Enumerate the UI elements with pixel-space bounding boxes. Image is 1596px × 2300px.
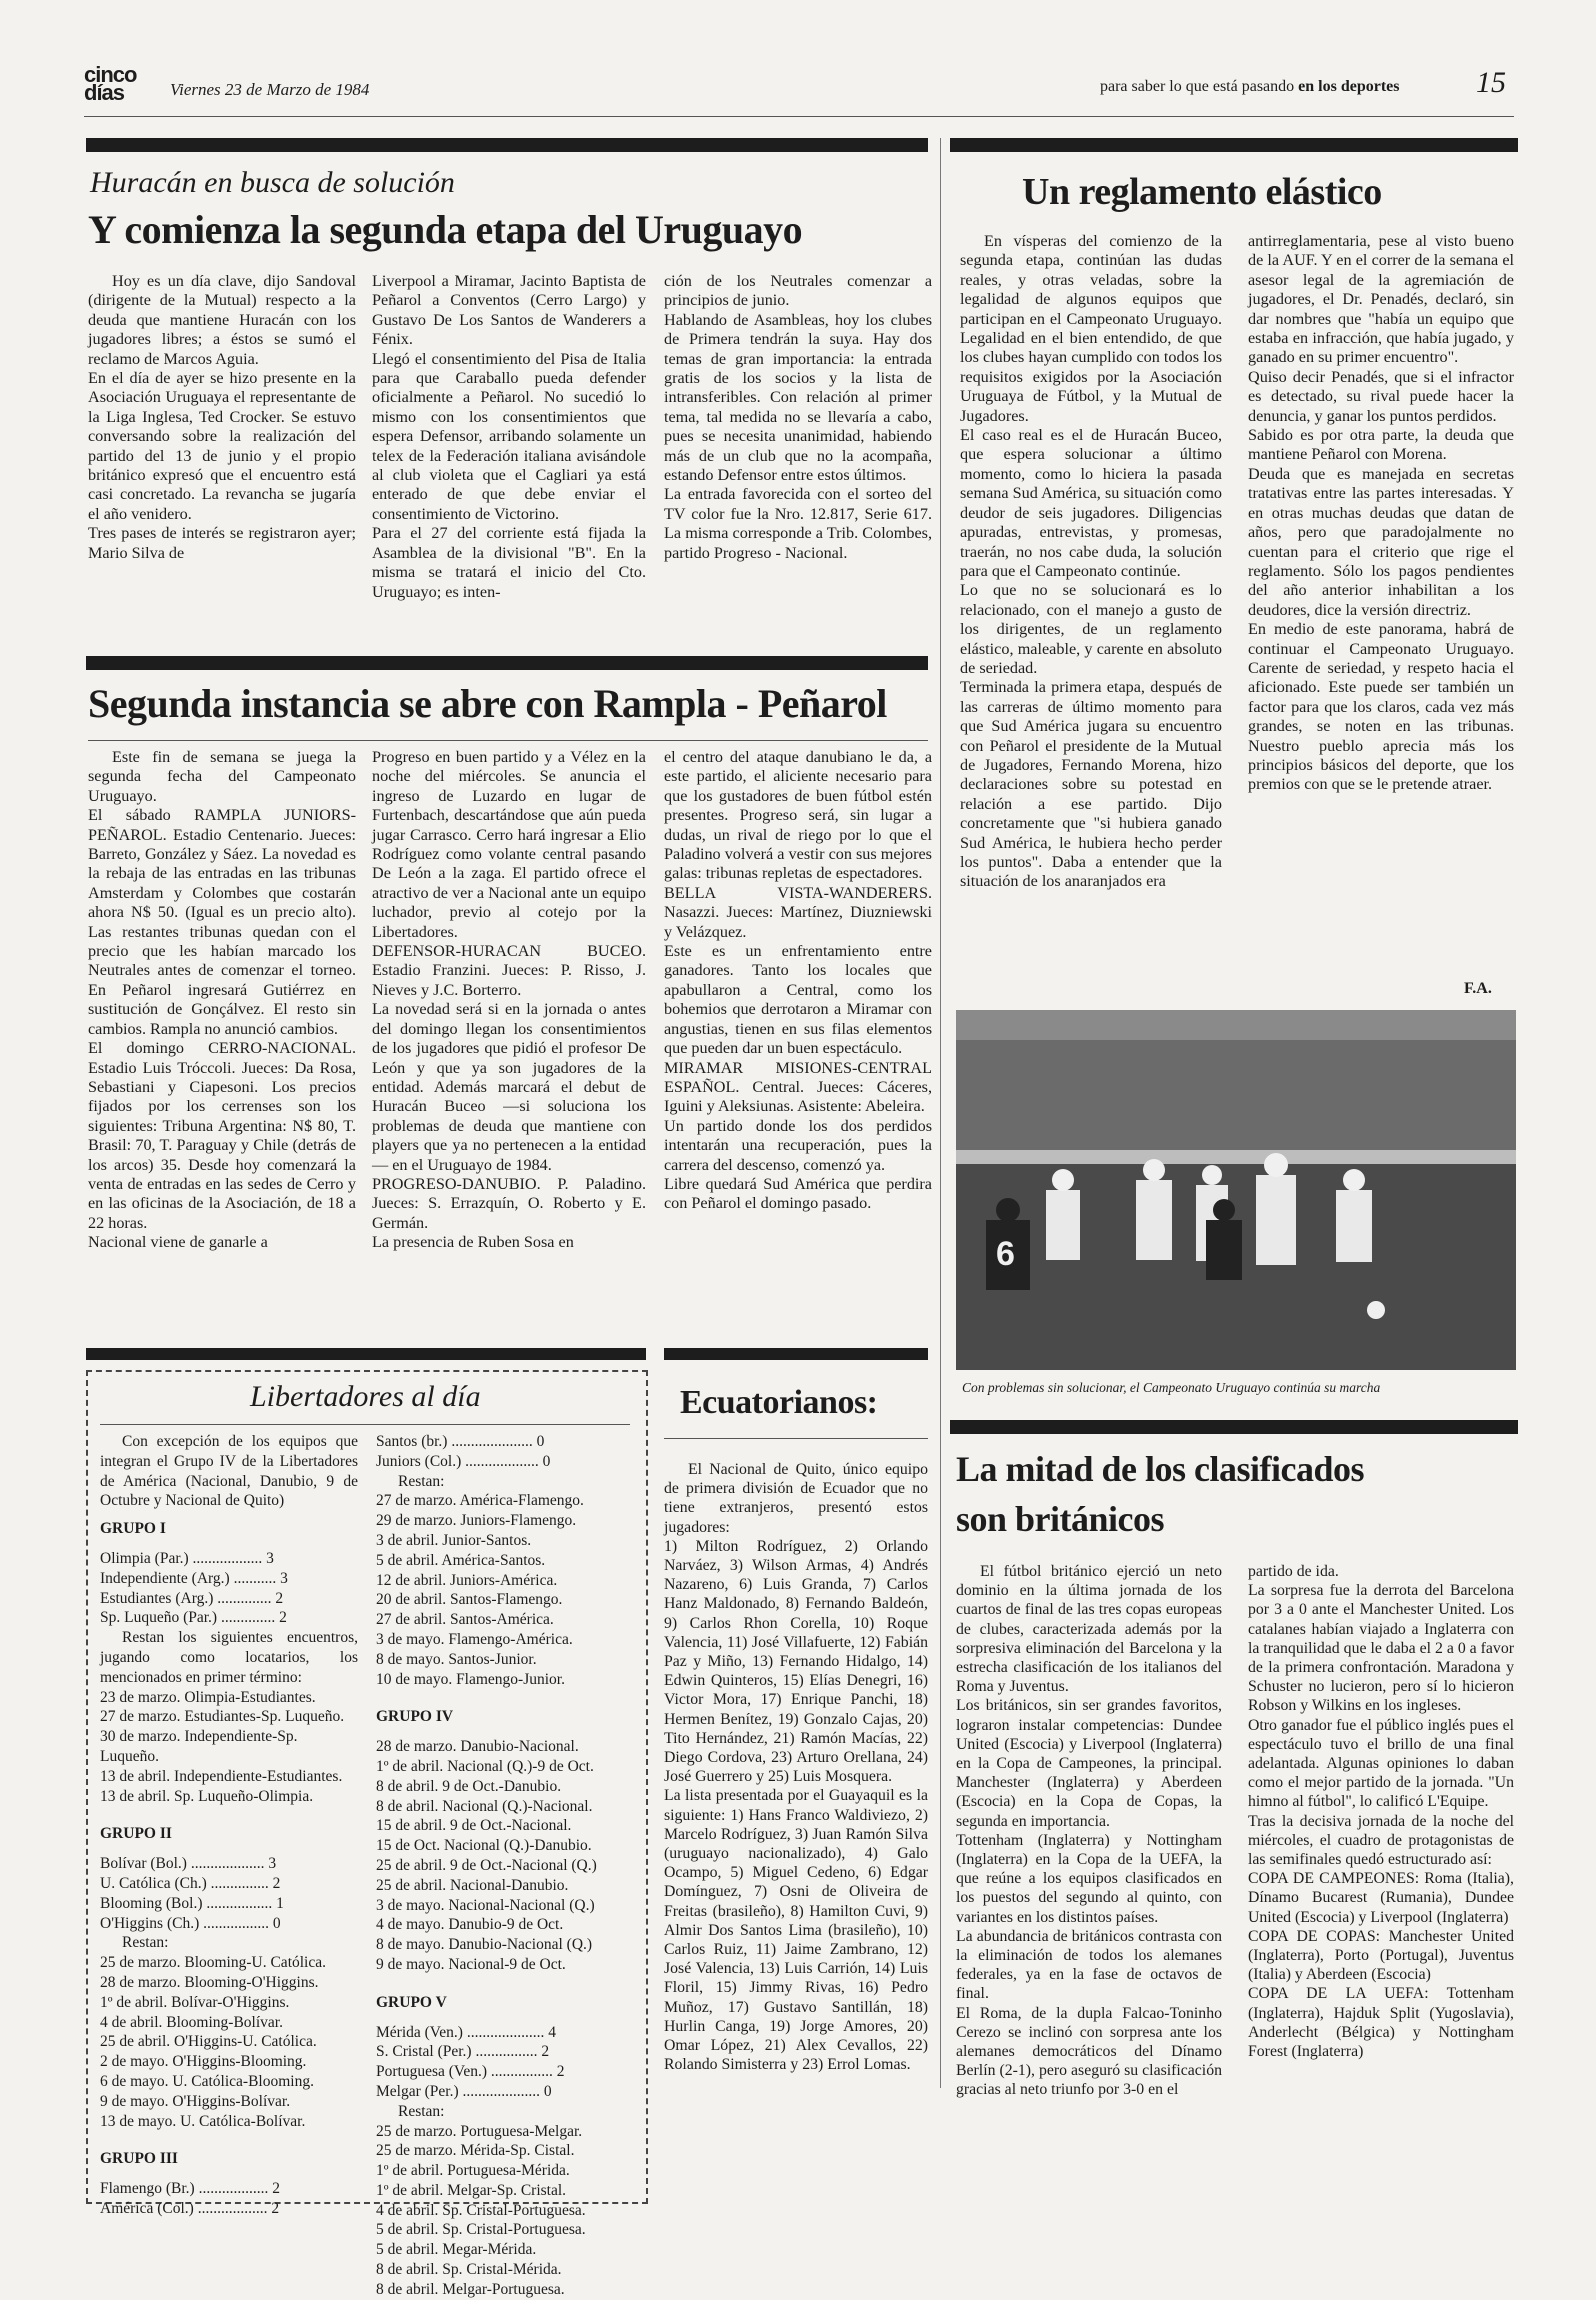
group-3-row: América (Col.) .................. 2 — [100, 2199, 280, 2217]
lower-bar-middle — [664, 1348, 928, 1360]
group-4-fixture: 8 de mayo. Danubio-Nacional (Q.) — [376, 1936, 593, 1954]
group-2-fixture: Restan: — [122, 1934, 169, 1952]
uruguayo-col-2-text: Liverpool a Miramar, Jacinto Baptista de Peñarol a Conventos (Cerro Largo) y Gustavo De Los Santos de Wanderers a Fénix. Llegó el consentimiento del Pisa de Italia para que Caraballo pueda defender oficialmente a Peñarol. No sucedió lo mismo con los consentimientos que espera Defensor, arribando solamente un telex de la Federación italiana avisándole al club violeta que el Cagliari ya está enterado de que debe enviar el consentimiento de Victorino. Para el 27 del corriente está fijada la Asamblea de la divisional "B". En la misma se tratará el inicio del Cto. Uruguayo; es inten- — [372, 272, 646, 601]
group-2-row: U. Católica (Ch.) ............... 2 — [100, 1874, 281, 1892]
libertadores-intro: Con excepción de los equipos que integran el Grupo IV de la Libertadores de América (Nacional, Danubio, 9 de Octubre y Nacional de Quito) — [100, 1433, 358, 1510]
group-1-fixture: 27 de marzo. Estudiantes-Sp. Luqueño. — [100, 1708, 345, 1726]
reglamento-signature: F.A. — [1464, 980, 1492, 997]
group-5-fixture: 8 de abril. Sp. Cristal-Mérida. — [376, 2261, 562, 2279]
reglamento-col-2 — [1248, 232, 1514, 1002]
rampla-col-2 — [372, 748, 646, 1318]
britanicos-top-bar — [950, 1420, 1518, 1434]
group-1-row: Independiente (Arg.) ........... 3 — [100, 1569, 288, 1587]
group-1-row: Olimpia (Par.) .................. 3 — [100, 1549, 274, 1567]
group-3-fixture: 8 de mayo. Santos-Junior. — [376, 1650, 537, 1668]
group-3-fixture: 20 de abril. Santos-Flamengo. — [376, 1591, 563, 1609]
ecuatorianos-col — [664, 1460, 928, 2200]
rampla-col-1-text: Este fin de semana se juega la segunda fecha del Campeonato Uruguayo. El sábado RAMPLA JUNIORS-PEÑAROL. Estadio Centenario. Jueces: Barreto, González y Sáez. La novedad es la rebaja de las entradas en las tribunas Amsterdam y Colombes que costarán ahora N$ 50. (Igual es un precio alto). Las restantes tribunas quedan con el precio que les habían marcado los Neutrales antes de comenzar el torneo. En Peñarol ingresará Gutiérrez en sustitución de Gonçálvez. El resto sin cambios. Rampla no anunció cambios. El domingo CERRO-NACIONAL. Estadio Luis Tróccoli. Jueces: Da Rosa, Sebastiani y Ciapesoni. Los precios fijados por los cerrenses son los siguientes: Tribuna Argentina: N$ 80, T. Brasil: 70, T. Paraguay y Chile (detrás de los arcos) 35. Desde hoy comenzará la venta de entradas en las sedes de Cerro y en las oficinas de la Asociación, de 18 a 22 horas. Nacional viene de ganarle a — [88, 748, 356, 1252]
group-5-row: Mérida (Ven.) .................... 4 — [376, 2023, 556, 2041]
group-5-fixture: 25 de marzo. Mérida-Sp. Cistal. — [376, 2142, 575, 2160]
issue-date: Viernes 23 de Marzo de 1984 — [170, 80, 370, 99]
group-2-fixture: 25 de marzo. Blooming-U. Católica. — [100, 1954, 326, 1972]
group-1-fixture: 13 de abril. Sp. Luqueño-Olimpia. — [100, 1787, 314, 1805]
group-1-row: Sp. Luqueño (Par.) .............. 2 — [100, 1609, 287, 1627]
group-3-title: GRUPO III — [100, 2150, 178, 2168]
group-4-fixture: 15 de Oct. Nacional (Q.)-Danubio. — [376, 1837, 592, 1855]
group-2-fixture: 9 de mayo. O'Higgins-Bolívar. — [100, 2092, 291, 2110]
group-5-row: Melgar (Per.) .................... 0 — [376, 2082, 552, 2100]
libertadores-col-2 — [376, 1432, 634, 2300]
ecuatorianos-headline: Ecuatorianos: — [680, 1384, 878, 1421]
group-4-fixture: 15 de abril. 9 de Oct.-Nacional. — [376, 1817, 572, 1835]
uruguayo-col-1 — [88, 272, 356, 646]
group-2-fixture: 13 de mayo. U. Católica-Bolívar. — [100, 2112, 306, 2130]
group-4-fixture: 4 de mayo. Danubio-9 de Oct. — [376, 1916, 564, 1934]
group-2-title: GRUPO II — [100, 1825, 172, 1843]
reglamento-headline: Un reglamento elástico — [1022, 171, 1382, 213]
group-1-title: GRUPO I — [100, 1520, 166, 1538]
ecuatorianos-text: El Nacional de Quito, único equipo de primera división de Ecuador que no tiene extranjeros, presentó estos jugadores: 1) Milton Rodríguez, 2) Orlando Narváez, 3) Wilson Armas, 4) Andrés Nazareno, 6) Luis Granda, 7) Carlos Hanz Maldonado, 8) Fernando Baldeón, 9) Carlos Rhon Corella, 10) Roque Valencia, 11) José Villafuerte, 12) Fabián Paz y Miño, 13) Fernando Hidalgo, 14) Edwin Quinteros, 15) Elías Denegri, 16) Victor Mora, 17) Enrique Panchi, 18) Hermen Benítez, 19) Gonzalo Cajas, 20) Tito Hernández, 21) Ramón Macías, 22) Diego Cordova, 23) Arturo Orellana, 24) José Guerrero y 25) Luis Mosquera. La lista presentada por el Guayaquil es la siguiente: 1) Hans Franco Waldiviezo, 2) Marcelo Rodríguez, 3) Juan Ramón Silva (uruguayo nacionalizado), 4) Galo Ocampo, 5) Miguel Cedeno, 6) Edgar Domínguez, 7) Osni de Oliveira de Freitas (brasileño), 8) Hamilton Cuvi, 9) Almir Dos Santos Lima (brasileño), 10) Carlos Ruiz, 11) Jaime Zambrano, 12) José Valencia, 13) Luis Carrión, 14) Luis Floril, 15) Jimmy Rivas, 16) Pedro Muñoz, 17) Gustavo Santillán, 18) Hurlin Canga, 19) Jorge Amores, 20) Omar López, 21) Alex Cevallos, 22) Rolando Simisterra y 23) Errol Lomas. — [664, 1461, 928, 2074]
top-bar-right — [950, 138, 1518, 152]
rampla-col-3-text: el centro del ataque danubiano le da, a este partido, el aliciente necesario para que los gustadores de buen fútbol estén presentes. Progreso será, sin lugar a dudas, un rival de riego por lo que el Paladino volverá a vestir con sus mejores galas: tribunas repletas de espectadores. BELLA VISTA-WANDERERS. Nasazzi. Jueces: Martínez, Diuzniewski y Velázquez. Este es un enfrentamiento entre ganadores. Tanto los locales que apabullaron a Central, como los bohemios que derrotaron a Miramar con angustias, tienen en sus filas elementos que pueden dar un buen espectáculo. MIRAMAR MISIONES-CENTRAL ESPAÑOL. Central. Jueces: Cáceres, Iguini y Aleksiunas. Asistente: Abeleira. Un partido donde los dos perdidos intentarán una recuperación, pues la carrera del descenso, comenzó ya. Libre quedará Sud América que perdira con Peñarol el domingo pasado. — [664, 748, 932, 1213]
newspaper-logo: cinco días — [84, 62, 137, 105]
group-5-fixture: 5 de abril. Megar-Mérida. — [376, 2241, 537, 2259]
rampla-col-1 — [88, 748, 356, 1318]
group-1-text: Restan los siguientes encuentros, jugando como locatarios, los mencionados en primer término: — [100, 1629, 358, 1686]
libertadores-col-1 — [100, 1432, 358, 2219]
group-4-fixture: 28 de marzo. Danubio-Nacional. — [376, 1738, 579, 1756]
tagline-prefix: para saber lo que está pasando — [1100, 78, 1295, 95]
football-match-photo — [956, 1010, 1516, 1370]
group-3-row: Santos (br.) ..................... 0 — [376, 1433, 545, 1450]
group-3-fixture: 3 de abril. Junior-Santos. — [376, 1531, 532, 1549]
group-5-fixture: 5 de abril. Sp. Cristal-Portuguesa. — [376, 2221, 586, 2239]
group-5-title: GRUPO V — [376, 1993, 447, 2011]
britanicos-headline-line-2: son británicos — [956, 1499, 1165, 1539]
group-4-fixture: 8 de abril. 9 de Oct.-Danubio. — [376, 1777, 562, 1795]
rampla-col-3 — [664, 748, 932, 1318]
group-2-fixture: 2 de mayo. O'Higgins-Blooming. — [100, 2053, 307, 2071]
group-5-fixture: 4 de abril. Sp. Cristal-Portuguesa. — [376, 2201, 586, 2219]
group-3-row: Juniors (Col.) ................... 0 — [376, 1452, 551, 1470]
group-3-fixture: 27 de marzo. América-Flamengo. — [376, 1492, 584, 1510]
top-bar-left — [86, 138, 928, 152]
group-2-fixture: 1º de abril. Bolívar-O'Higgins. — [100, 1993, 290, 2011]
group-4-title: GRUPO IV — [376, 1708, 454, 1726]
uruguayo-col-3-text: ción de los Neutrales comenzar a principios de junio. Hablando de Asambleas, hoy los clubes de Primera tendrán la suya. Hay dos temas de gran importancia: la entrada gratis de los socios y la lista de intransferibles. Con relación al primer tema, tal medida no se llevaría a cabo, pues se necesita unanimidad, habiendo más de un club que no la acompaña, estando Defensor entre estos últimos. La entrada favorecida con el sorteo del TV color fue la Nro. 12.817, Serie 617. La misma corresponde a Trib. Colombes, partido Progreso - Nacional. — [664, 272, 932, 562]
group-2-row: Bolívar (Bol.) ................... 3 — [100, 1855, 277, 1873]
group-5-row: Portuguesa (Ven.) ................ 2 — [376, 2063, 565, 2081]
uruguayo-headline: Y comienza la segunda etapa del Uruguayo — [88, 207, 803, 252]
group-3-fixture: 29 de marzo. Juniors-Flamengo. — [376, 1512, 577, 1530]
group-2-fixture: 4 de abril. Blooming-Bolívar. — [100, 2013, 283, 2031]
tagline-bold: en los deportes — [1298, 78, 1400, 95]
group-1-fixture: 30 de marzo. Independiente-Sp. Luqueño. — [100, 1728, 298, 1765]
rampla-col-2-text: Progreso en buen partido y a Vélez en la noche del miércoles. Se anuncia el ingreso de Luzardo en lugar de Furtenbach, descartándose que aún pueda jugar Carrasco. Cerro hará ingresar a Elio Rodríguez como volante central pasando De León a la zaga. El partido ofrece el atractivo de ver a Nacional ante un equipo luchador, previo al cotejo por la Libertadores. DEFENSOR-HURACAN BUCEO. Estadio Franzini. Jueces: P. Risso, J. Nieves y J.C. Borterro. La novedad será si en la jornada o antes del domingo llegan los consentimientos de los jugadores que pidió el profesor De León y que ya son jugadores de la entidad. Además marcará el debut de Huracán Buceo —si soluciona los problemas de deuda que mantiene con players que ya no pertenecen a la entidad— en el Uruguayo de 1984. PROGRESO-DANUBIO. P. Paladino. Jueces: S. Errazquín, O. Roberto y E. Germán. La presencia de Ruben Sosa en — [372, 748, 646, 1252]
group-2-fixture: 6 de mayo. U. Católica-Blooming. — [100, 2072, 314, 2090]
group-5-fixture: Restan: — [398, 2102, 445, 2120]
uruguayo-col-1-text: Hoy es un día clave, dijo Sandoval (dirigente de la Mutual) respecto a la deuda que mantiene Huracán con los jugadores libres; a éstos se sumó el reclamo de Marcos Aguia. En el día de ayer se hizo presente en la Asociación Uruguaya el representante de la Liga Inglesa, Ted Crocker. Se estuvo conversando sobre la realización del partido del 13 de junio y el propio británico expresó que el encuentro está casi concretado. La revancha se jugaría el año venidero. Tres pases de interés se registraron ayer; Mario Silva de — [88, 272, 356, 562]
group-4-fixture: 1º de abril. Nacional (Q.)-9 de Oct. — [376, 1757, 594, 1775]
group-4-fixture: 8 de abril. Nacional (Q.)-Nacional. — [376, 1797, 593, 1815]
group-3-fixture: 10 de mayo. Flamengo-Junior. — [376, 1670, 565, 1688]
rampla-top-bar — [86, 656, 928, 670]
group-1-fixture: 13 de abril. Independiente-Estudiantes. — [100, 1767, 343, 1785]
group-5-fixture: 8 de abril. Melgar-Portuguesa. — [376, 2280, 565, 2298]
reglamento-col-1-text: En vísperas del comienzo de la segunda etapa, continúan las dudas reales, y otras veladas, sobre la legalidad de algunos equipos que participan en el Campeonato Uruguayo. Legalidad en el bien entendido, de que los clubes hayan cumplido con todos los requisitos exigidos por la Asociación Uruguaya de Fútbol, y la Mutual de Jugadores. El caso real es el de Huracán Buceo, que espera solucionar a último momento, como lo hiciera la pasada semana Sud América, su situación como deudor de seis jugadores. Diligencias apuradas, entrevistas, y promesas, traerán, no nos cabe duda, la solución para que el Campeonato continúe. Lo que no se solucionará es lo relacionado, con el manejo a gusto de los dirigentes, de un reglamento elástico, maleable, y carente en absoluto de seriedad. Terminada la primera etapa, después de las carreras de último momento para que Sud América jugara su encuentro con Peñarol el presidente de la Mutual de Jugadores, Fernando Morena, hizo declaraciones sobre su potestad en relación a ese partido. Dijo concretamente que "si hubiera ganado Sud América, le hubiera hecho perder los puntos". Daba a entender que la situación de los anaranjados era — [960, 232, 1222, 891]
group-3-fixture: 3 de mayo. Flamengo-América. — [376, 1630, 573, 1648]
rampla-rule — [88, 740, 928, 741]
group-3-fixture: Restan: — [398, 1472, 445, 1490]
group-1-fixture: 23 de marzo. Olimpia-Estudiantes. — [100, 1688, 316, 1706]
match-scene-illustration — [956, 1010, 1516, 1370]
libertadores-title: Libertadores al día — [250, 1380, 481, 1413]
britanicos-col-1 — [956, 1562, 1222, 2202]
group-4-fixture: 3 de mayo. Nacional-Nacional (Q.) — [376, 1896, 595, 1914]
group-3-fixture: 27 de abril. Santos-América. — [376, 1611, 554, 1629]
page-number: 15 — [1476, 66, 1506, 99]
group-2-row: O'Higgins (Ch.) ................. 0 — [100, 1914, 281, 1932]
britanicos-col-2-text: partido de ida. La sorpresa fue la derrota del Barcelona por 3 a 0 ante el Manchester United. Los catalanes habían viajado a Inglaterra con la tranquilidad que le daba el 2 a 0 a favor de la primera confrontación. Maradona y Schuster no lucieron, pero sí lo hicieron Robson y Wilkins en los ingleses. Otro ganador fue el público inglés pues el espectáculo tuvo el brillo de una final adelantada. Algunas opiniones lo daban como el mejor partido de la jornada. "Un himno al fútbol", lo calificó L'Equipe. Tras la decisiva jornada de la noche del miércoles, el cuadro de protagonistas de las semifinales quedó estructurado así: COPA DE CAMPEONES: Roma (Italia), Dínamo Bucarest (Rumania), Dundee United (Escocia) y Liverpool (Inglaterra) COPA DE COPAS: Manchester United (Inglaterra), Porto (Portugal), Juventus (Italia) y Aberdeen (Escocia) COPA DE LA UEFA: Tottenham (Inglaterra), Hajduk Split (Yugoslavia), Anderlecht (Bélgica) y Nottingham Forest (Inglaterra) — [1248, 1563, 1514, 2061]
masthead-rule — [84, 116, 1514, 117]
lower-bar-left — [86, 1348, 646, 1360]
britanicos-col-2 — [1248, 1562, 1514, 2202]
group-3-fixture: 12 de abril. Juniors-América. — [376, 1571, 558, 1589]
group-3-row: Flamengo (Br.) .................. 2 — [100, 2180, 280, 2198]
uruguayo-col-3 — [664, 272, 932, 646]
section-tagline — [1100, 78, 1399, 96]
group-4-fixture: 25 de abril. Nacional-Danubio. — [376, 1876, 569, 1894]
group-5-fixture: 1º de abril. Melgar-Sp. Cristal. — [376, 2181, 567, 2199]
reglamento-col-1 — [960, 232, 1222, 1002]
group-2-fixture: 28 de marzo. Blooming-O'Higgins. — [100, 1973, 319, 1991]
group-2-fixture: 25 de abril. O'Higgins-U. Católica. — [100, 2033, 317, 2051]
group-5-fixture: 25 de marzo. Portuguesa-Melgar. — [376, 2122, 583, 2140]
reglamento-col-2-text: antirreglamentaria, pese al visto bueno de la AUF. Y en el correr de la semana el asesor legal de la agremiación de jugadores, el Dr. Penadés, declaró, sin dar nombres que "había un equipo que estaba en infracción, que había jugado, y ganado en su primer encuentro". Quiso decir Penadés, que si el infractor es detectado, su rival puede hacer la denuncia, y ganar los puntos perdidos. Sabido es por otra parte, la deuda que mantiene Peñarol con Morena. Deuda que es manejada en secretas tratativas entre las partes interesadas. Y en otras muchas deudas que datan de años, pero que paradojalmente no cuentan para el criterio que rige el reglamento. Sólo los pagos pendientes del año anterior inhabilitan a los deudores, dice la versión directriz. En medio de este panorama, habrá de continuar el Campeonato Uruguayo. Carente de seriedad, y respeto hacia el aficionado. Este puede ser también un factor para que los claros, cada vez más grandes, se noten en las tribunas. Nuestro pueblo aprecia más los principios básicos del deporte, que los premios con que se le pretende atraer. — [1248, 232, 1514, 794]
group-4-fixture: 9 de mayo. Nacional-9 de Oct. — [376, 1955, 566, 1973]
group-3-fixture: 5 de abril. América-Santos. — [376, 1551, 546, 1569]
group-5-fixture: 1º de abril. Portuguesa-Mérida. — [376, 2162, 570, 2180]
group-5-row: S. Cristal (Per.) ................ 2 — [376, 2043, 550, 2061]
column-separator — [940, 138, 941, 2088]
ecuatorianos-rule — [664, 1438, 928, 1439]
britanicos-col-1-text: El fútbol británico ejerció un neto dominio en la última jornada de los cuartos de final de las tres copas europeas de clubes, caracterizada además por la sorpresiva eliminación del Barcelona y la estrecha clasificación de los italianos del Roma y Juventus. Los británicos, sin ser grandes favoritos, lograron instalar competencias: Dundee United (Escocia) y Liverpool (Inglaterra) en la Copa de Campeones, la principal. Manchester (Inglaterra) y Aberdeen (Escocia) en la Copa de Copas, la segunda en importancia. Tottenham (Inglaterra) y Nottingham (Inglaterra) en la Copa de la UEFA, la que reúne a los equipos clasificados en los puestos del segundo al quinto, con variantes en los distintos países. La abundancia de británicos contrasta con la eliminación de todos los alemanes federales, ya en la fase de octavos de final. El Roma, de la dupla Falcao-Toninho Cerezo se inclinó con sorpresa ante los alemanes democráticos del Dínamo Berlín (2-1), pero aseguró su clasificación gracias al neto triunfo por 3-0 en el — [956, 1563, 1222, 2099]
uruguayo-kicker: Huracán en busca de solución — [90, 166, 455, 199]
group-2-row: Blooming (Bol.) ................. 1 — [100, 1894, 284, 1912]
rampla-headline: Segunda instancia se abre con Rampla - Peñarol — [88, 681, 887, 726]
group-1-row: Estudiantes (Arg.) .............. 2 — [100, 1589, 284, 1607]
svg-text:6: 6 — [996, 1235, 1015, 1273]
uruguayo-col-2 — [372, 272, 646, 646]
libertadores-title-rule — [100, 1424, 630, 1425]
britanicos-headline-line-1: La mitad de los clasificados — [956, 1449, 1365, 1489]
photo-caption: Con problemas sin solucionar, el Campeonato Uruguayo continúa su marcha — [962, 1380, 1381, 1395]
group-4-fixture: 25 de abril. 9 de Oct.-Nacional (Q.) — [376, 1856, 597, 1874]
